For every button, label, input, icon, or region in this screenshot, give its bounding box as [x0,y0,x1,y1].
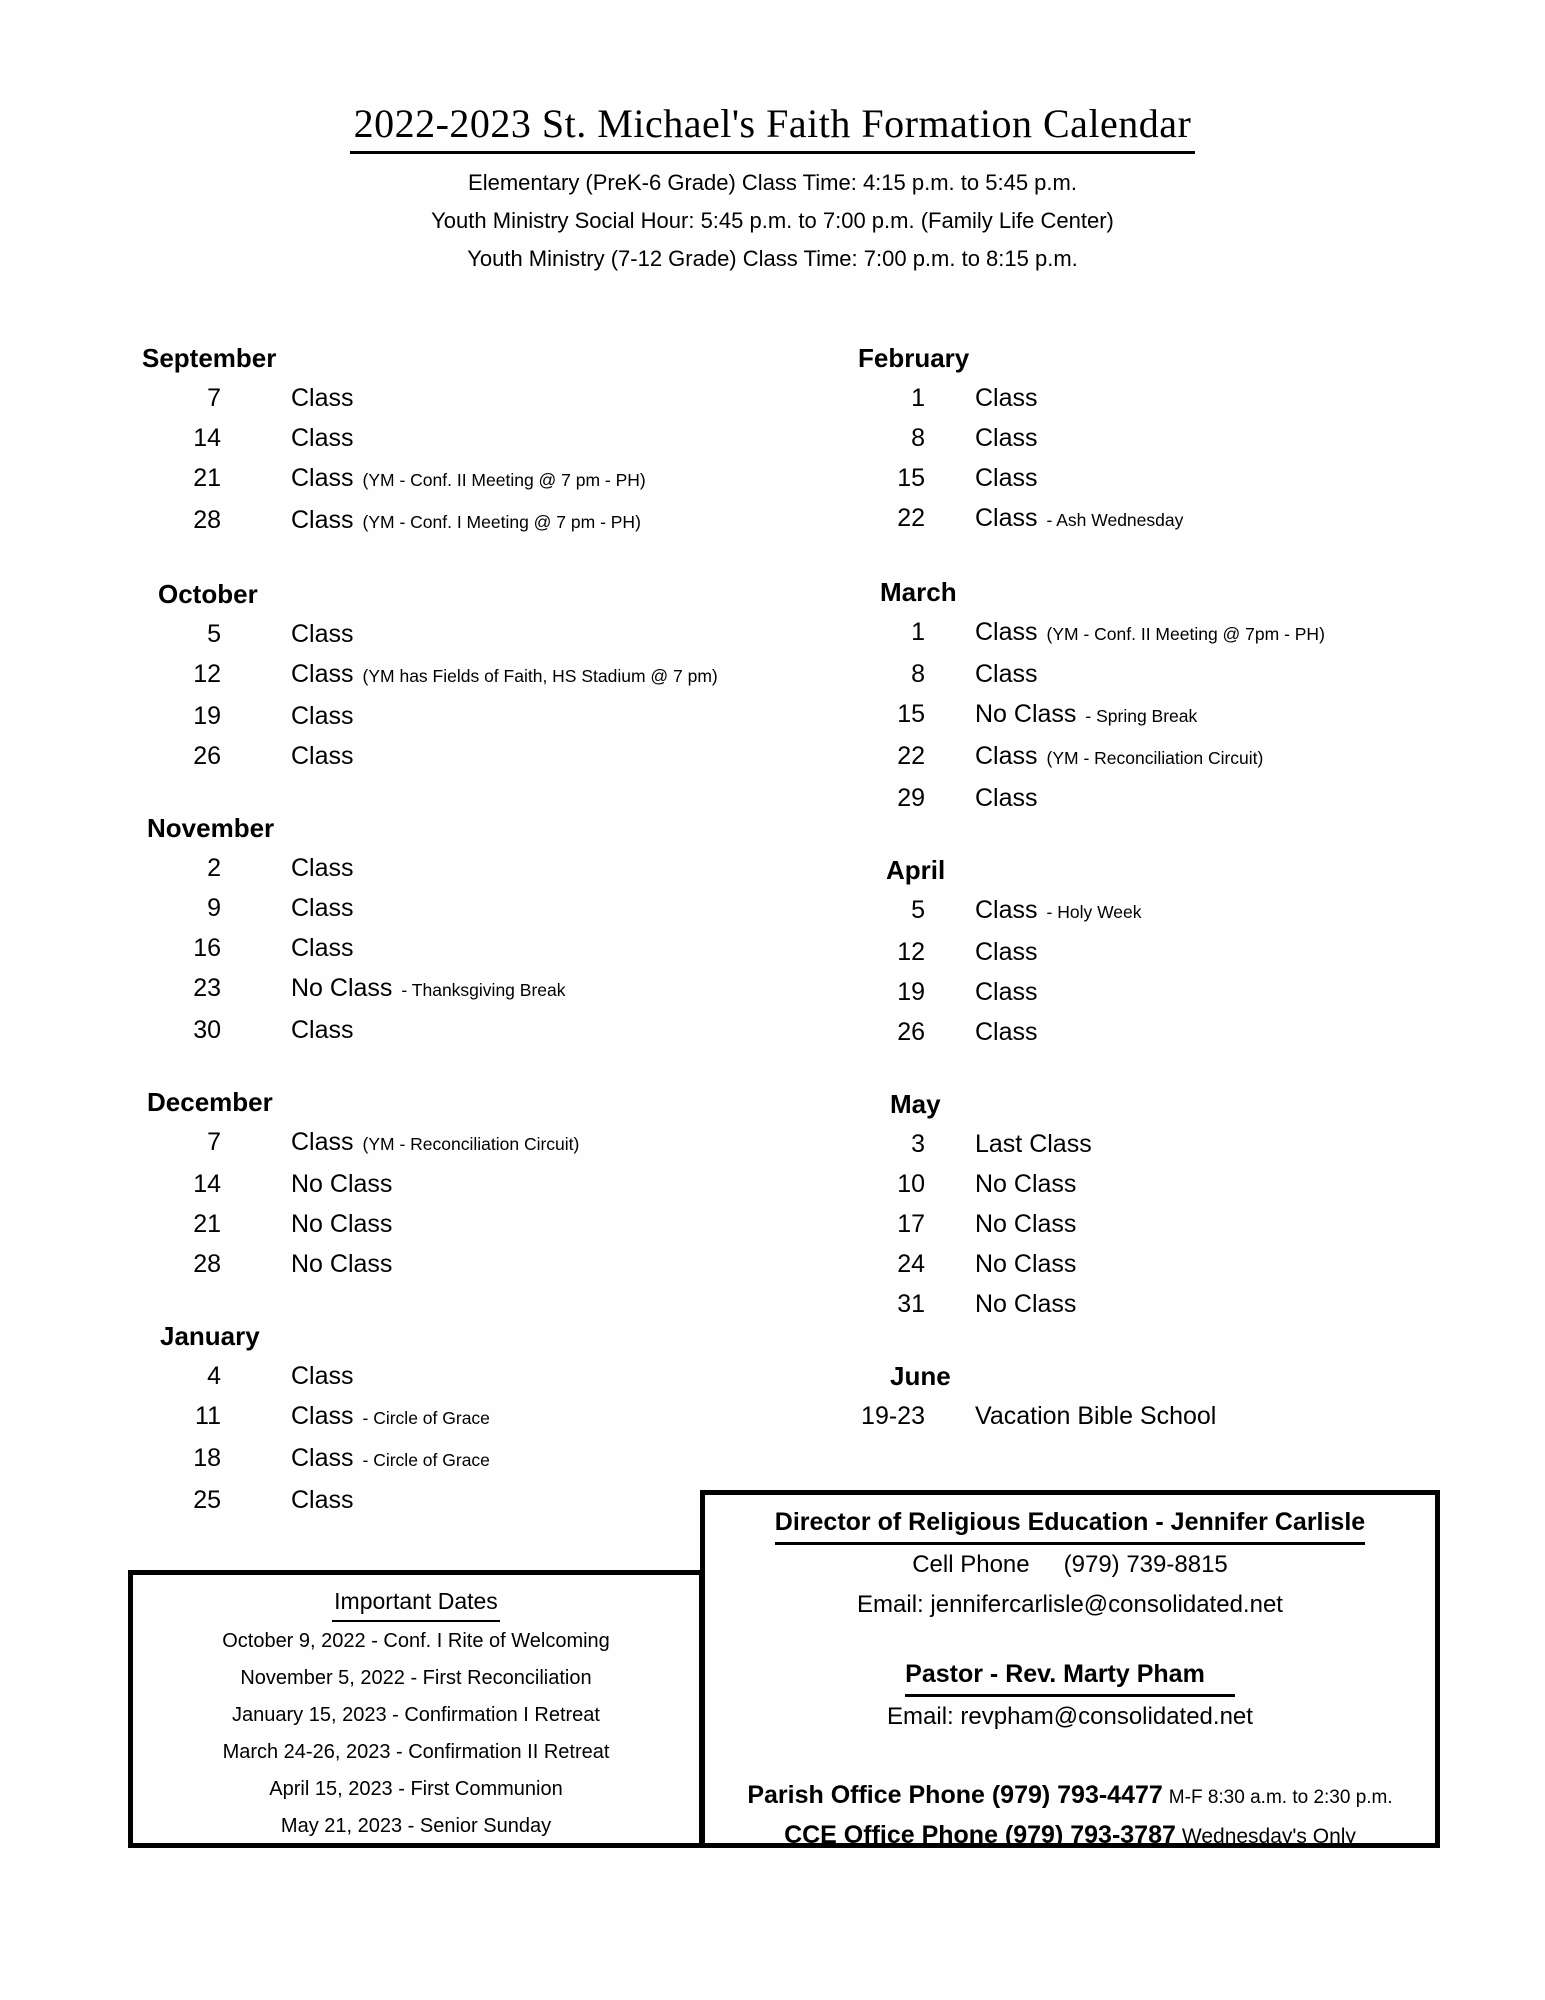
class-label: Class [975,424,1038,452]
row-description [291,378,354,418]
class-note: - Spring Break [1085,706,1198,726]
date-number: 28 [193,1250,221,1278]
cell-phone-number: (979) 739-8815 [1063,1551,1228,1578]
important-date-item: November 5, 2022 - First Reconciliation [240,1667,592,1689]
class-label: No Class [975,1290,1077,1318]
calendar-row [858,932,1498,972]
row-description [291,458,646,500]
calendar-row [142,1438,782,1480]
date-number: 23 [193,974,221,1002]
class-note: (YM has Fields of Faith, HS Stadium @ 7 pm) [362,666,718,686]
row-description [291,696,354,736]
schedule-subtitles [0,164,1545,278]
row-description [291,1244,392,1284]
calendar-row [858,1124,1498,1164]
month-section [858,338,1498,540]
date-number: 7 [207,1128,221,1156]
class-label: Class [975,978,1038,1006]
class-label: Class [291,1444,354,1472]
calendar-left-column [142,338,782,1552]
class-label: Class [291,894,354,922]
calendar-row [858,1244,1498,1284]
calendar-row [142,1010,782,1050]
month-section [142,1082,782,1284]
class-label: Class [291,1128,354,1156]
calendar-right-column [858,338,1498,1468]
class-label: Class [291,1016,354,1044]
calendar-row [142,1244,782,1284]
row-description [975,778,1038,818]
month-rows [142,378,782,542]
date-number: 12 [193,660,221,688]
month-section [858,1356,1498,1436]
month-rows [858,378,1498,540]
date-number: 15 [897,700,925,728]
class-label: Class [291,1362,354,1390]
calendar-row [142,1396,782,1438]
class-label: Last Class [975,1130,1092,1158]
pastor-heading-row [711,1655,1429,1697]
important-date-item: March 24-26, 2023 - Confirmation II Retreat [222,1741,610,1763]
parish-office-phone-row [711,1777,1429,1817]
month-header: March [880,577,957,607]
calendar-row [142,1122,782,1164]
row-description [291,1356,354,1396]
calendar-row [142,848,782,888]
class-label: No Class [975,1210,1077,1238]
class-label: No Class [975,1250,1077,1278]
month-section [142,574,782,776]
calendar-row [858,1164,1498,1204]
row-description [291,1122,579,1164]
director-heading-row [711,1503,1429,1545]
row-description [291,1164,392,1204]
calendar-row [142,1164,782,1204]
calendar-row [142,614,782,654]
date-number: 22 [897,504,925,532]
date-number: 9 [207,894,221,922]
row-description [975,1164,1076,1204]
month-header: November [147,813,275,843]
calendar-row [142,458,782,500]
month-rows [858,890,1498,1052]
row-description [975,418,1038,458]
class-note: - Circle of Grace [362,1450,490,1470]
calendar-row [142,968,782,1010]
date-number: 19-23 [861,1402,925,1430]
class-note: - Thanksgiving Break [401,980,566,1000]
important-dates-title-row [133,1583,699,1623]
row-description [975,498,1183,540]
date-number: 8 [911,660,925,688]
calendar-row [858,612,1498,654]
month-section [142,1316,782,1520]
month-rows [858,1124,1498,1324]
date-number: 14 [193,1170,221,1198]
page-title: 2022-2023 St. Michael's Faith Formation Calendar [350,100,1196,154]
parish-office-hours: M-F 8:30 a.m. to 2:30 p.m. [1168,1787,1393,1808]
row-description [291,1438,490,1480]
calendar-row [858,694,1498,736]
class-label: Class [291,702,354,730]
month-rows [858,1396,1498,1436]
calendar-row [858,498,1498,540]
row-description [291,500,641,542]
date-number: 4 [207,1362,221,1390]
cce-office-hours: Wednesday's Only [1181,1825,1356,1848]
month-rows [858,612,1498,818]
calendar-row [858,378,1498,418]
month-rows [142,614,782,776]
date-number: 3 [911,1130,925,1158]
calendar-row [142,1204,782,1244]
calendar-row [142,736,782,776]
calendar-row [858,1396,1498,1436]
row-description [975,1204,1076,1244]
calendar-row [858,654,1498,694]
calendar-row [858,1284,1498,1324]
month-rows [142,1356,782,1520]
date-number: 19 [193,702,221,730]
row-description [291,1010,354,1050]
class-label: No Class [291,1170,393,1198]
row-description [291,848,354,888]
row-description [291,1204,392,1244]
calendar-row [858,458,1498,498]
director-heading: Director of Religious Education - Jennifer Carlisle [775,1503,1365,1545]
month-rows [142,1122,782,1284]
row-description [975,694,1197,736]
month-rows [142,848,782,1050]
director-cell-phone-row [711,1545,1429,1585]
contact-info-box [700,1490,1440,1848]
class-label: Class [291,1486,354,1514]
cell-phone-label: Cell Phone [912,1551,1030,1578]
month-header: June [890,1361,951,1391]
row-description [975,612,1325,654]
date-number: 10 [897,1170,925,1198]
month-section [858,1084,1498,1324]
month-header: May [890,1089,941,1119]
class-label: Class [291,1402,354,1430]
row-description [975,654,1038,694]
month-section [858,572,1498,818]
row-description [975,890,1142,932]
date-number: 11 [195,1402,221,1430]
row-description [291,928,354,968]
month-header: October [158,579,258,609]
row-description [975,1396,1216,1436]
class-label: No Class [291,1250,393,1278]
important-dates-title: Important Dates [332,1583,500,1622]
class-note: (YM - Conf. II Meeting @ 7 pm - PH) [362,470,646,490]
calendar-row [858,1012,1498,1052]
date-number: 21 [193,464,221,492]
important-date-item: January 15, 2023 - Confirmation I Retreat [232,1704,600,1726]
class-label: Class [975,742,1038,770]
calendar-row [858,778,1498,818]
important-date-item: April 15, 2023 - First Communion [269,1778,563,1800]
calendar-row [142,888,782,928]
class-label: Class [291,742,354,770]
row-description [975,378,1038,418]
date-number: 2 [207,854,221,882]
class-label: No Class [975,700,1077,728]
date-number: 26 [897,1018,925,1046]
date-number: 24 [897,1250,925,1278]
row-description [291,654,718,696]
date-number: 5 [207,620,221,648]
date-number: 16 [193,934,221,962]
class-note: (YM - Reconciliation Circuit) [1046,748,1264,768]
date-number: 1 [911,384,925,412]
calendar-row [142,928,782,968]
important-date-item: October 9, 2022 - Conf. I Rite of Welcoming [222,1630,610,1652]
date-number: 19 [897,978,925,1006]
date-number: 8 [911,424,925,452]
class-label: Class [291,854,354,882]
date-number: 21 [193,1210,221,1238]
class-note: - Circle of Grace [362,1408,490,1428]
class-label: Class [975,1018,1038,1046]
date-number: 7 [207,384,221,412]
class-label: Class [291,424,354,452]
month-header: January [160,1321,260,1351]
class-note: (YM - Conf. II Meeting @ 7pm - PH) [1046,624,1325,644]
calendar-row [858,890,1498,932]
date-number: 15 [897,464,925,492]
date-number: 26 [193,742,221,770]
class-label: No Class [291,1210,393,1238]
class-label: Class [975,784,1038,812]
date-number: 5 [911,896,925,924]
class-label: Class [291,506,354,534]
class-label: Class [291,620,354,648]
class-label: Class [975,896,1038,924]
date-number: 22 [897,742,925,770]
date-number: 14 [193,424,221,452]
date-number: 25 [193,1486,221,1514]
parish-office-phone: Parish Office Phone (979) 793-4477 [747,1781,1163,1809]
row-description [975,458,1038,498]
month-section [142,808,782,1050]
row-description [975,736,1263,778]
month-header: April [886,855,946,885]
row-description [291,888,354,928]
row-description [975,972,1038,1012]
class-label: Class [975,618,1038,646]
date-number: 17 [897,1210,925,1238]
document-header [0,100,1545,278]
date-number: 30 [193,1016,221,1044]
calendar-row [142,378,782,418]
class-label: Class [291,384,354,412]
subtitle-social-hour: Youth Ministry Social Hour: 5:45 p.m. to 7:00 p.m. (Family Life Center) [431,208,1114,233]
important-dates-box [128,1570,704,1848]
office-phones [711,1777,1429,1857]
class-label: Class [291,660,354,688]
row-description [975,1244,1076,1284]
calendar-row [858,736,1498,778]
row-description [291,1396,490,1438]
class-note: - Ash Wednesday [1046,510,1184,530]
row-description [291,1480,354,1520]
date-number: 1 [911,618,925,646]
subtitle-youth-ministry: Youth Ministry (7-12 Grade) Class Time: 7:00 p.m. to 8:15 p.m. [467,246,1078,271]
class-label: Class [975,464,1038,492]
class-label: Class [975,384,1038,412]
class-label: No Class [291,974,393,1002]
month-section [858,850,1498,1052]
cce-office-phone-row [711,1817,1429,1857]
month-header: September [142,343,277,373]
class-label: No Class [975,1170,1077,1198]
director-email: Email: jennifercarlisle@consolidated.net [857,1591,1283,1618]
class-label: Vacation Bible School [975,1402,1217,1430]
row-description [975,1012,1038,1052]
calendar-row [142,418,782,458]
calendar-row [142,500,782,542]
class-note: (YM - Reconciliation Circuit) [362,1134,580,1154]
calendar-row [142,1480,782,1520]
date-number: 31 [897,1290,925,1318]
pastor-heading: Pastor - Rev. Marty Pham [905,1655,1235,1697]
class-label: Class [291,934,354,962]
pastor-email: Email: revpham@consolidated.net [887,1703,1253,1730]
important-date-item: May 21, 2023 - Senior Sunday [280,1815,552,1837]
subtitle-elementary: Elementary (PreK-6 Grade) Class Time: 4:15 p.m. to 5:45 p.m. [468,170,1077,195]
month-header: February [858,343,970,373]
calendar-row [858,418,1498,458]
class-label: Class [975,938,1038,966]
cce-office-phone: CCE Office Phone (979) 793-3787 [784,1821,1176,1849]
row-description [975,1284,1076,1324]
class-label: Class [975,660,1038,688]
class-label: Class [975,504,1038,532]
date-number: 28 [193,506,221,534]
class-note: (YM - Conf. I Meeting @ 7 pm - PH) [362,512,641,532]
calendar-row [142,696,782,736]
row-description [291,614,354,654]
date-number: 12 [897,938,925,966]
calendar-row [858,972,1498,1012]
calendar-row [142,1356,782,1396]
row-description [291,736,354,776]
row-description [975,1124,1092,1164]
month-section [142,338,782,542]
calendar-row [142,654,782,696]
row-description [975,932,1038,972]
calendar-row [858,1204,1498,1244]
class-note: - Holy Week [1046,902,1142,922]
row-description [291,418,354,458]
class-label: Class [291,464,354,492]
row-description [291,968,565,1010]
date-number: 29 [897,784,925,812]
month-header: December [147,1087,273,1117]
date-number: 18 [193,1444,221,1472]
